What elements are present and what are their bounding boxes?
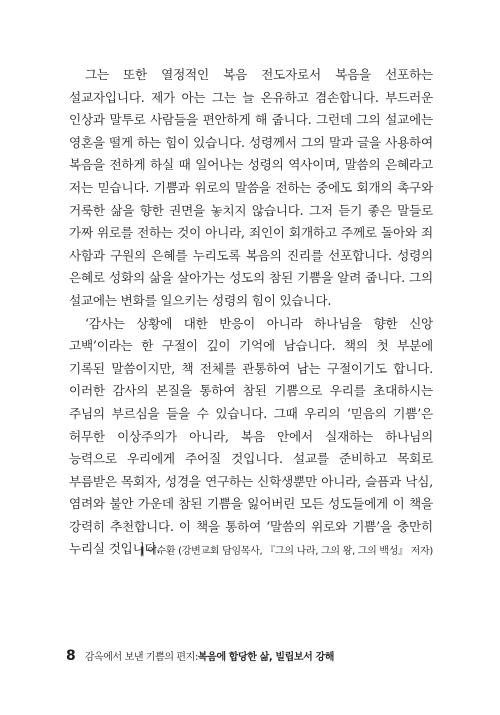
book-title: 감옥에서 보낸 기쁨의 편지: <box>84 652 198 663</box>
page-footer <box>66 648 334 664</box>
page-body <box>69 64 433 561</box>
body-paragraph-2: ‘감사는 상황에 대한 반응이 아니라 하나님을 향한 신앙 고백’이라는 한 구절이 깊이 기억에 남습니다. 책의 첫 부분에 기록된 말씀이지만, 책 전체를 관통하여 남는 구절이기도 합니다. 이러한 감사의 본질을 통하여 참된 기쁨으로 우리를 초대하시는 주님의 부르심을 들을 수 있습니다. 그때 우리의 ‘믿음의 기쁨’은 허무한 이상주의가 아니라, 복음 안에서 실재하는 하나님의 능력으로 우리에게 주어질 것입니다. 설교를 준비하고 목회로 부름받은 목회자, 성경을 연구하는 신학생뿐만 아니라, 슬픔과 낙심, 염려와 불안 가운데 참된 기쁨을 잃어버린 모든 성도들에게 이 책을 강력히 추천합니다. 이 책을 통하여 ‘말씀의 위로와 기쁨’을 충만히 누리실 것입니다. <box>69 315 433 557</box>
body-paragraph-1: 그는 또한 열정적인 복음 전도자로서 복음을 선포하는 설교자입니다. 제가 아는 그는 늘 온유하고 겸손합니다. 부드러운 인상과 말투로 사람들을 편안하게 해 줍니다. 그런데 그의 설교에는 영혼을 떨게 하는 힘이 있습니다. 성령께서 그의 말과 글을 사용하여 복음을 전하게 하실 때 일어나는 성령의 역사이며, 말씀의 은혜라고 저는 믿습니다. 기쁨과 위로의 말씀을 전하는 중에도 회개의 촉구와 거룩한 삶을 향한 권면을 놓치지 않습니다. 그저 듣기 좋은 말들로 가짜 위로를 전하는 것이 아니라, 죄인이 회개하고 주께로 돌아와 죄 사함과 구원의 은혜를 누리도록 복음의 진리를 선포합니다. 성령의 은혜로 성화의 삶을 살아가는 성도의 참된 기쁨을 알려 줍니다. 그의 설교에는 변화를 일으키는 성령의 힘이 있습니다. <box>69 67 433 308</box>
endorser-signature: ‖ 이수환 (강변교회 담임목사, 『그의 나라, 그의 왕, 그의 백성』 저자) <box>139 546 433 557</box>
page-number: 8 <box>66 648 76 664</box>
book-subtitle: 복음에 합당한 삶, 빌립보서 강해 <box>197 652 335 663</box>
